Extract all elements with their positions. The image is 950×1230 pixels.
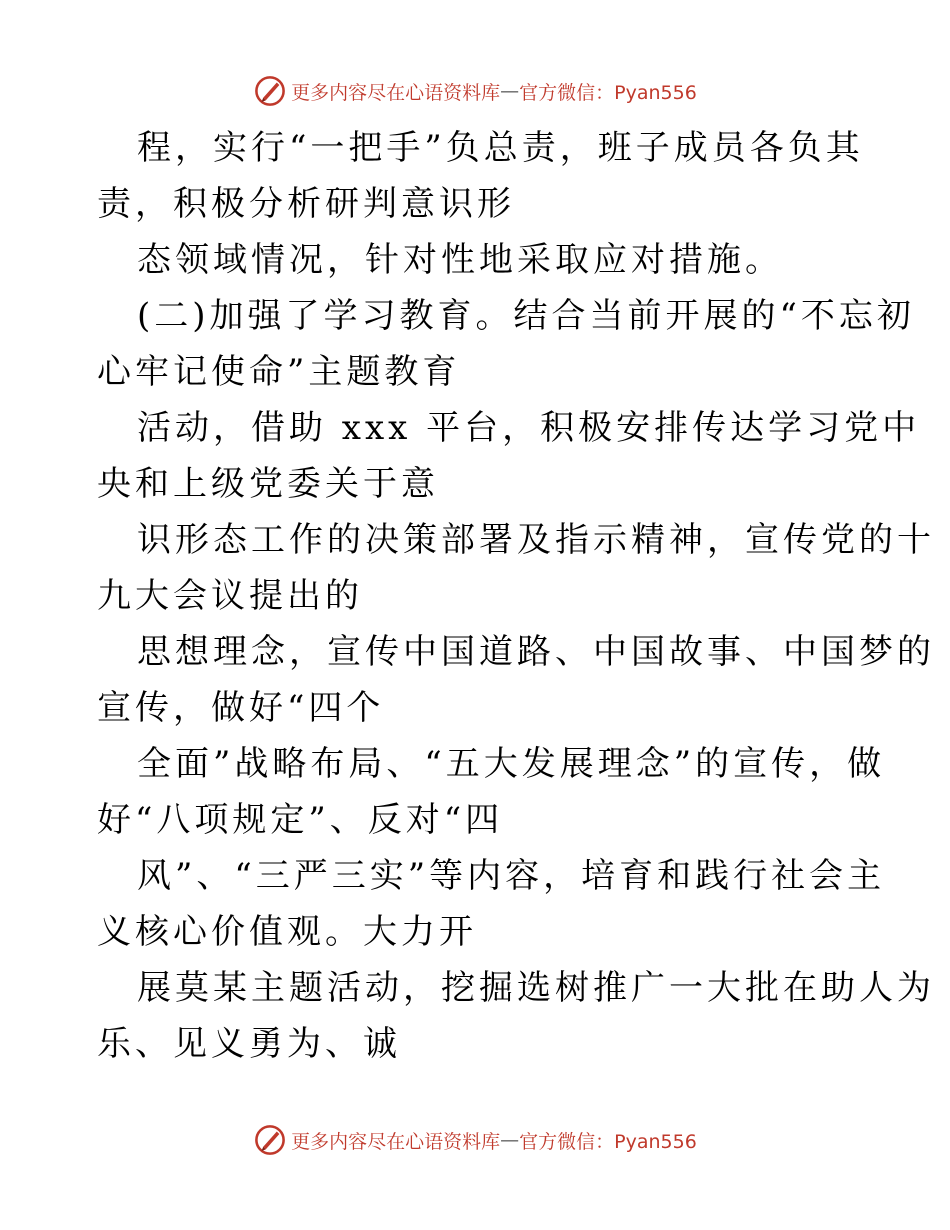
header-watermark-banner xyxy=(0,71,950,111)
body-line: 风”、“三严三实”等内容，培育和践行社会主 xyxy=(137,856,886,896)
body-line: 义核心价值观。大力开 xyxy=(97,912,477,952)
banner-wechat: 官方微信：Pyan556 xyxy=(519,81,697,104)
body-line: 好“八项规定”、反对“四 xyxy=(97,800,504,840)
body-line: (二)加强了学习教育。结合当前开展的“不忘初 xyxy=(137,296,915,336)
body-line: 责，积极分析研判意识形 xyxy=(97,184,515,224)
body-line: 宣传，做好“四个 xyxy=(97,688,385,728)
body-line: 心牢记使命”主题教育 xyxy=(97,352,461,392)
body-line: 全面”战略布局、“五大发展理念”的宣传，做 xyxy=(137,744,886,784)
body-line: 活动，借助 xxx 平台，积极安排传达学习党中 xyxy=(137,408,921,448)
body-line: 程，实行“一把手”负总责，班子成员各负其 xyxy=(137,128,864,168)
body-line: 九大会议提出的 xyxy=(97,576,363,616)
banner-wechat: 官方微信：Pyan556 xyxy=(519,1130,697,1153)
body-line: 思想理念，宣传中国道路、中国故事、中国梦的 xyxy=(137,632,935,672)
pen-logo-icon xyxy=(253,1123,287,1157)
body-line: 识形态工作的决策部署及指示精神，宣传党的十 xyxy=(137,520,935,560)
body-line: 乐、见义勇为、诚 xyxy=(97,1024,401,1064)
body-line: 态领域情况，针对性地采取应对措施。 xyxy=(137,240,783,280)
banner-text: 更多内容尽在心语资料库 xyxy=(291,81,501,104)
body-line: 央和上级党委关于意 xyxy=(97,464,439,504)
banner-separator: — xyxy=(500,80,520,102)
document-body xyxy=(97,120,935,1072)
footer-watermark-banner xyxy=(0,1120,950,1160)
pen-logo-icon xyxy=(253,74,287,108)
banner-text: 更多内容尽在心语资料库 xyxy=(291,1130,501,1153)
banner-separator: — xyxy=(500,1129,520,1151)
body-line: 展莫某主题活动，挖掘选树推广一大批在助人为 xyxy=(137,968,935,1008)
